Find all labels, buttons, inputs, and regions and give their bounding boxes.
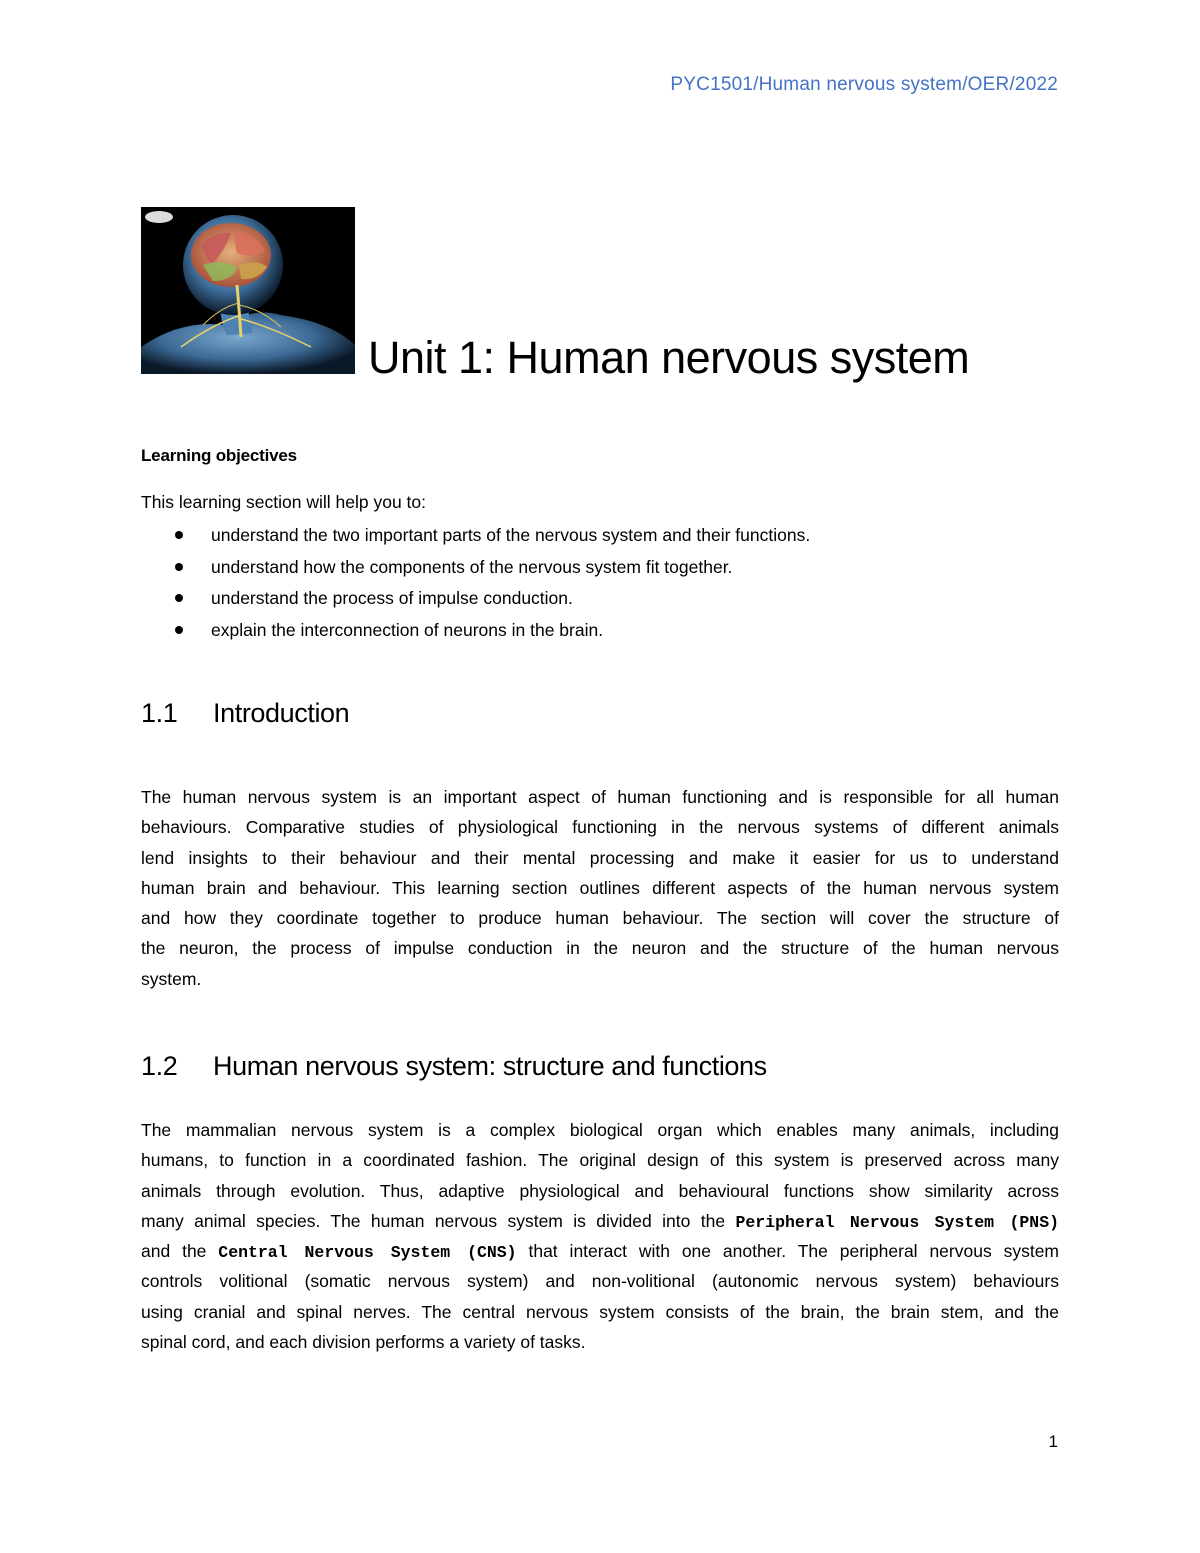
paragraph-line: The human nervous system is an important aspect of human functioning and is responsible for all human: [141, 787, 1059, 807]
bold-term-pns: Peripheral Nervous System (PNS): [735, 1212, 1059, 1232]
paragraph-line: human brain and behaviour. This learning section outlines different aspects of the human nervous system: [141, 877, 1059, 898]
paragraph-line: behaviours. Comparative studies of physiological functioning in the nervous systems of different animals: [141, 817, 1059, 838]
running-header: PYC1501/Human nervous system/OER/2022: [670, 74, 1058, 95]
paragraph-line: lend insights to their behaviour and their mental processing and make it easier for us to understand: [141, 847, 1059, 868]
paragraph-line: using cranial and spinal nerves. The central nervous system consists of the brain, the brain stem, and the: [141, 1301, 1059, 1322]
paragraph-line: many animal species. The human nervous system is divided into the Peripheral Nervous System (PNS): [141, 1210, 1059, 1232]
paragraph-line: and how they coordinate together to produce human behaviour. The section will cover the structure of: [141, 908, 1059, 929]
section-title: Human nervous system: structure and functions: [213, 1051, 767, 1081]
paragraph-line: and the Central Nervous System (CNS) that interact with one another. The peripheral nervous system: [141, 1241, 1059, 1263]
section-number: 1.1: [141, 698, 178, 728]
paragraph-line: controls volitional (somatic nervous system) and non-volitional (autonomic nervous system) behaviours: [141, 1271, 1059, 1292]
introduction-paragraph: [141, 784, 1059, 996]
list-item: understand the process of impulse conduction.: [141, 585, 810, 617]
bullet-icon: [175, 563, 183, 571]
paragraph-line: system.: [141, 968, 202, 989]
paragraph-line: the neuron, the process of impulse conduction in the neuron and the structure of the human nervous: [141, 938, 1059, 959]
paragraph-line: The mammalian nervous system is a complex biological organ which enables many animals, including: [141, 1120, 1059, 1140]
section-heading-introduction: [141, 698, 349, 729]
learning-objectives-heading: Learning objectives: [141, 446, 297, 465]
bullet-icon: [175, 531, 183, 539]
paragraph-line: animals through evolution. Thus, adaptive physiological and behavioural functions show similarity across: [141, 1180, 1059, 1201]
page-number: 1: [1048, 1432, 1058, 1451]
list-item: explain the interconnection of neurons in the brain.: [141, 617, 810, 649]
section-heading-structure-and-functions: [141, 1051, 767, 1082]
section-number: 1.2: [141, 1051, 178, 1081]
brain-nervous-system-image: [141, 207, 355, 374]
section-title: Introduction: [213, 698, 350, 728]
bullet-icon: [175, 626, 183, 634]
learning-objectives-intro: This learning section will help you to:: [141, 492, 427, 512]
list-item: understand the two important parts of the nervous system and their functions.: [141, 522, 810, 554]
bold-term-cns: Central Nervous System (CNS): [218, 1243, 517, 1263]
structure-functions-paragraph: [141, 1117, 1059, 1359]
paragraph-line: spinal cord, and each division performs a variety of tasks.: [141, 1332, 586, 1353]
paragraph-line: humans, to function in a coordinated fashion. The original design of this system is preserved across many: [141, 1150, 1059, 1171]
bullet-icon: [175, 594, 183, 602]
brain-illustration-icon: [141, 207, 355, 374]
unit-title: Unit 1: Human nervous system: [368, 332, 970, 383]
learning-objectives-list: [141, 522, 810, 648]
list-item: understand how the components of the nervous system fit together.: [141, 554, 810, 586]
